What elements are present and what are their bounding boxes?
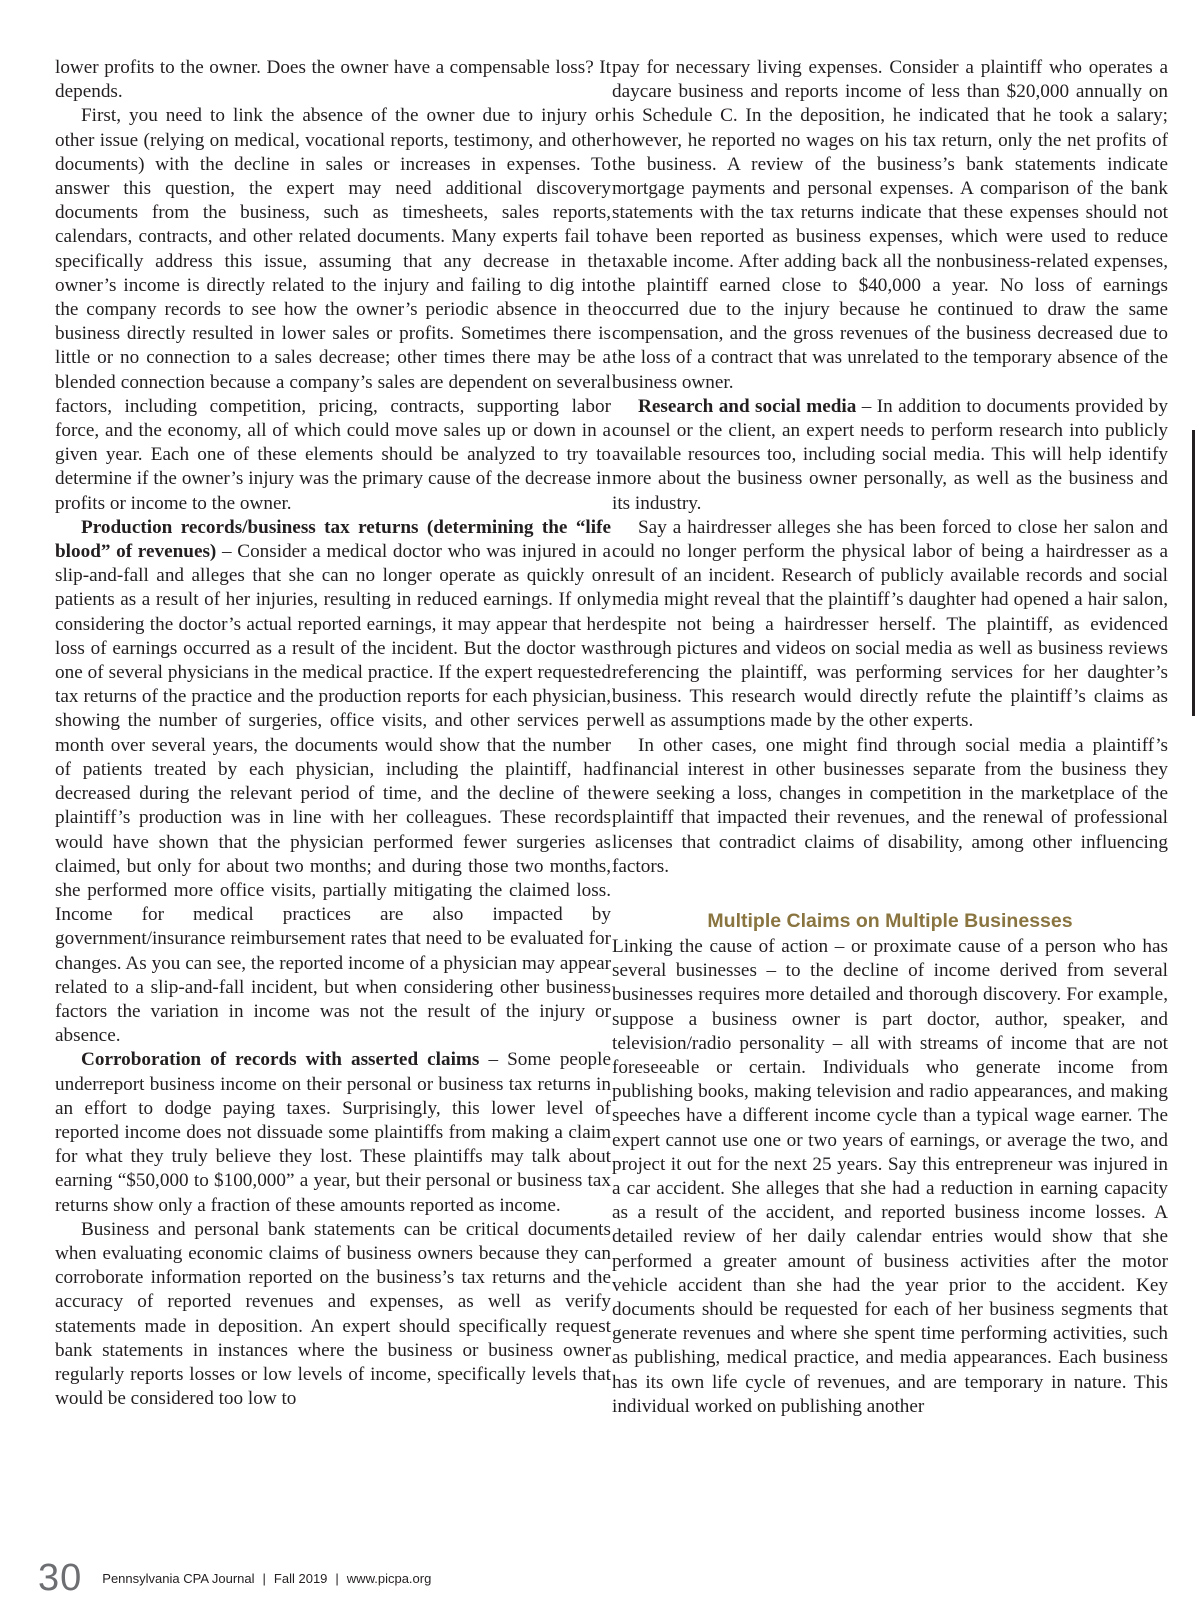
paragraph-body: – Some people underreport business income on their personal or business tax returns in an effort to dodge paying taxes. Surprisingly, this lower level of reported income does not dissuade some plaintiffs from making a claim for what they truly believe they lost. These plaintiffs may talk about earning “$50,000 to $100,000” a year, but their personal or business tax returns show only a fraction of these amounts reported as income. xyxy=(55,1049,611,1216)
paragraph-lead: Production records/business tax returns (determining the “life blood” of revenues) xyxy=(55,516,611,563)
paragraph: Business and personal bank statements can be critical documents when evaluating economic claims of business owners because they can corroborate information reported on the business’s tax returns and the accuracy of reported revenues and expenses, as well as verify statements made in deposition. An expert should specifically request bank statements in instances where the business or business owner regularly reports losses or low levels of income, specifically levels that would be considered too low to xyxy=(55,1218,611,1410)
paragraph xyxy=(55,1048,611,1217)
section-heading: Multiple Claims on Multiple Businesses xyxy=(707,909,1073,932)
paragraph-lead: Research and social media xyxy=(638,395,857,417)
paragraph-body: – In addition to documents provided by counsel or the client, an expert needs to perform research into publicly available resources too, including social media. This will help identify more about the business owner personally, as well as the business and its industry. xyxy=(612,395,1168,514)
paragraph: lower profits to the owner. Does the owner have a compensable loss? It depends. xyxy=(55,57,611,103)
issue-label: Fall 2019 xyxy=(273,1570,328,1586)
paragraph: First, you need to link the absence of the owner due to injury or other issue (relying on medical, vocational reports, testimony, and other documents) with the decline in sales or increases in expenses. To answer this question, the expert may need additional discovery documents from the business, such as timesheets, sales reports, calendars, contracts, and other related documents. Many experts fail to specifically address this issue, assuming that any decrease in the owner’s income is directly related to the injury and failing to dig into the company records to see how the owner’s periodic absence in the business directly resulted in lower sales or profits. Sometimes there is little or no connection to a sales decrease; other times there may be a blended connection because a company’s sales are dependent on several factors, including competition, pricing, contracts, supporting labor force, and the economy, all of which could move sales up or down in a given year. Each one of these elements should be analyzed to try to determine if the owner’s injury was the primary cause of the decrease in profits or income to the owner. xyxy=(55,105,611,514)
paragraph-lead: Corroboration of records with asserted claims xyxy=(81,1049,480,1071)
paragraph xyxy=(55,516,611,1048)
paragraph xyxy=(612,395,1168,516)
right-column xyxy=(612,56,1168,1419)
paragraph: Linking the cause of action – or proximate cause of a person who has several businesses – to the decline of income derived from several businesses requires more detailed and thorough discovery. For example, suppose a business owner is part doctor, author, speaker, and television/radio personality – all with streams of income that are not foreseeable or certain. Individuals who generate income from publishing books, making television and radio appearances, and making speeches have a different income cycle than a typical wage earner. The expert cannot use one or two years of earnings, or average the two, and project it out for the next 25 years. Say this entrepreneur was injured in a car accident. She alleges that she had a reduction in earning capacity as a result of the accident, and reported business income losses. A detailed review of her daily calendar entries would show that she performed a greater amount of business activities after the motor vehicle accident than she had the year prior to the accident. Key documents should be requested for each of her business segments that generate revenues and where she spent time performing activities, such as publishing, medical practice, and media appearances. Each business has its own life cycle of revenues, and are temporary in nature. This individual worked on publishing another xyxy=(612,935,1168,1417)
journal-name: Pennsylvania CPA Journal xyxy=(102,1570,255,1586)
page-footer xyxy=(38,1558,431,1598)
left-column xyxy=(55,56,611,1411)
paragraph-body: – Consider a medical doctor who was injured in a slip-and-fall and alleges that she can no longer operate as quickly on patients as a result of her injuries, resulting in reduced earnings. If only considering the doctor’s actual reported earnings, it may appear that her loss of earnings occurred as a result of the incident. But the doctor was one of several physicians in the medical practice. If the expert requested tax returns of the practice and the production reports for each physician, showing the number of surgeries, office visits, and other services per month over several years, the documents would show that the number of patients treated by each physician, including the plaintiff, had decreased during the relevant period of time, and the decline of the plaintiff’s production was in line with her colleagues. These records would have shown that the physician performed fewer surgeries as claimed, but only for about two months; and during those two months, she performed more office visits, partially mitigating the claimed loss. Income for medical practices are also impacted by government/insurance reimbursement rates that need to be evaluated for changes. As you can see, the reported income of a physician may appear related to a slip-and-fall incident, but when considering other business factors the variation in income was not the result of the injury or absence. xyxy=(55,541,611,1047)
footer-separator: | xyxy=(335,1570,339,1586)
margin-rule xyxy=(1192,430,1195,716)
paragraph: pay for necessary living expenses. Consider a plaintiff who operates a daycare business and reports income of less than $20,000 annually on his Schedule C. In the deposition, he indicated that he took a salary; however, he reported no wages on his tax return, only the net profits of the business. A review of the business’s bank statements indicate mortgage payments and personal expenses. A comparison of the bank statements with the tax returns indicate that these expenses should not have been reported as business expenses, which were used to reduce taxable income. After adding back all the nonbusiness-related expenses, the plaintiff earned close to $40,000 a year. No loss of earnings occurred due to the injury because he continued to draw the same compensation, and the gross revenues of the business decreased due to the loss of a contract that was unrelated to the temporary absence of the business owner. xyxy=(612,57,1168,393)
footer-separator: | xyxy=(262,1570,266,1586)
page-number: 30 xyxy=(38,1556,83,1599)
website-link[interactable]: www.picpa.org xyxy=(346,1570,432,1586)
paragraph: Say a hairdresser alleges she has been forced to close her salon and could no longer perform the physical labor of being a hairdresser as a result of an incident. Research of publicly available records and social media might reveal that the plaintiff’s daughter had opened a hair salon, despite not being a hairdresser herself. The plaintiff, as evidenced through pictures and videos on social media as well as business reviews referencing the plaintiff, was performing services for her daughter’s business. This research would directly refute the plaintiff’s claims as well as assumptions made by the other experts. xyxy=(612,516,1168,732)
paragraph: In other cases, one might find through social media a plaintiff’s financial interest in other businesses separate from the business they were seeking a loss, changes in competition in the marketplace of the plaintiff that impacted their revenues, and the renewal of professional licenses that contradict claims of disability, among other influencing factors. xyxy=(612,734,1168,877)
